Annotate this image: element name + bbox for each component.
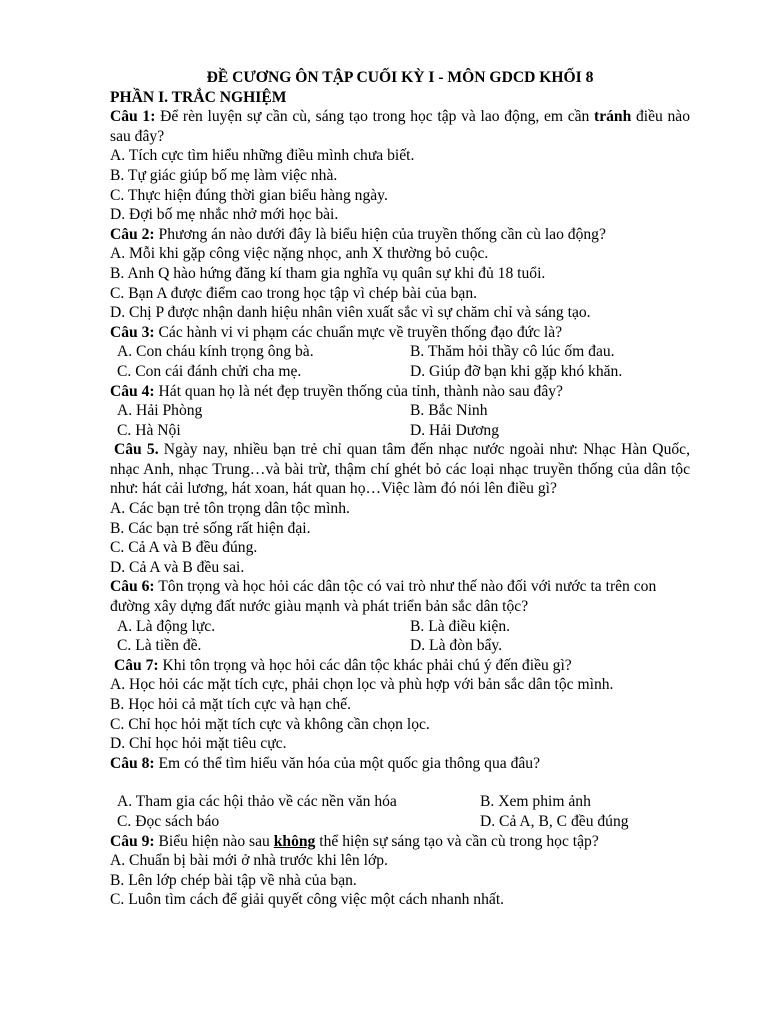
question-text: Biểu hiện nào sau	[154, 832, 274, 850]
option: D. Đợi bố mẹ nhắc nhở mới học bài.	[110, 206, 339, 224]
question-6	[110, 577, 690, 616]
question-2	[110, 225, 690, 245]
option: D. Chỉ học hỏi mặt tiêu cực.	[110, 735, 287, 753]
option: A. Con cháu kính trọng ông bà.	[117, 343, 314, 361]
emphasis-word: không	[273, 832, 316, 850]
document-title: ĐỀ CƯƠNG ÔN TẬP CUỐI KỲ I - MÔN GDCD KHỐI 8	[206, 69, 594, 86]
emphasis-word: tránh	[594, 108, 632, 126]
question-label: Câu 4:	[110, 382, 155, 400]
document-page	[110, 68, 690, 910]
section-heading: PHẦN I. TRẮC NGHIỆM	[110, 88, 287, 106]
option: B. Bắc Ninh	[410, 402, 488, 420]
option: C. Bạn A được điểm cao trong học tập vì chép bài của bạn.	[110, 284, 478, 302]
option: D. Cả A, B, C đều đúng	[480, 812, 629, 830]
question-label: Câu 3:	[110, 323, 155, 341]
question-3	[110, 323, 690, 343]
option: D. Giúp đỡ bạn khi gặp khó khăn.	[410, 362, 623, 380]
option: B. Tự giác giúp bố mẹ làm việc nhà.	[110, 166, 338, 184]
option: A. Là động lực.	[117, 617, 216, 635]
question-text: điều nào sau đây?	[110, 108, 690, 145]
option: C. Hà Nội	[117, 421, 181, 439]
option: A. Mỗi khi gặp công việc nặng nhọc, anh X thường bỏ cuộc.	[110, 245, 489, 263]
question-1	[110, 107, 690, 146]
question-4	[110, 382, 690, 402]
question-label: Câu 1:	[110, 108, 156, 126]
option: A. Các bạn trẻ tôn trọng dân tộc mình.	[110, 500, 350, 518]
option-row	[110, 812, 690, 832]
option: D. Chị P được nhận danh hiệu nhân viên xuất sắc vì sự chăm chỉ và sáng tạo.	[110, 304, 591, 322]
option: B. Lên lớp chép bài tập về nhà của bạn.	[110, 871, 357, 889]
option-row	[110, 617, 690, 637]
option: D. Là đòn bẩy.	[410, 637, 503, 655]
option-row	[110, 401, 690, 421]
option: B. Xem phim ảnh	[480, 793, 591, 811]
option: B. Học hỏi cả mặt tích cực và hạn chế.	[110, 696, 351, 713]
option-row	[110, 342, 690, 362]
question-text: thể hiện sự sáng tạo và cần cù trong học tập?	[315, 832, 599, 850]
option-row	[110, 792, 690, 812]
question-8	[110, 754, 690, 774]
option: C. Đọc sách báo	[117, 812, 220, 830]
question-text: Hát quan họ là nét đẹp truyền thống của tỉnh, thành nào sau đây?	[154, 382, 563, 400]
question-text: Khi tôn trọng và học hỏi các dân tộc khác phải chú ý đến điều gì?	[158, 656, 572, 674]
option: B. Các bạn trẻ sống rất hiện đại.	[110, 519, 311, 537]
option: A. Chuẩn bị bài mới ở nhà trước khi lên lớp.	[110, 852, 388, 870]
option-row	[110, 636, 690, 656]
option: C. Thực hiện đúng thời gian biểu hàng ngày.	[110, 186, 388, 204]
question-text: Phương án nào dưới đây là biểu hiện của truyền thống cần cù lao động?	[154, 225, 606, 243]
question-label: Câu 7:	[114, 656, 159, 674]
option-row	[110, 421, 690, 441]
question-5	[110, 440, 690, 499]
option: A. Tham gia các hội thảo về các nền văn hóa	[117, 793, 397, 811]
question-text: Để rèn luyện sự cần cù, sáng tạo trong học tập và lao động, em cần	[155, 108, 595, 126]
question-label: Câu 6:	[110, 578, 155, 596]
question-label: Câu 2:	[110, 225, 155, 243]
option: A. Hải Phòng	[117, 402, 203, 420]
option-row	[110, 362, 690, 382]
question-label: Câu 9:	[110, 832, 155, 850]
question-text: Ngày nay, nhiều bạn trẻ chỉ quan tâm đến nhạc nước ngoài như: Nhạc Hàn Quốc, nhạc Anh, nhạc Trung…và bài trừ, thậm chí ghét bỏ các loại nhạc truyền thống của dân tộc như: hát cải lương, hát xoan, hát quan họ…Việc làm đó nói lên điều gì?	[110, 441, 690, 498]
question-text: Tôn trọng và học hỏi các dân tộc có vai trò như thế nào đối với nước ta trên con đường xây dựng đất nước giàu mạnh và phát triển bản sắc dân tộc?	[110, 578, 657, 616]
option: B. Là điều kiện.	[410, 617, 511, 635]
option: C. Là tiền đề.	[117, 637, 202, 655]
question-text: Các hành vi vi phạm các chuẩn mực về truyền thống đạo đức là?	[154, 323, 563, 341]
option: C. Con cái đánh chửi cha mẹ.	[117, 362, 302, 380]
question-7	[110, 656, 690, 676]
option: C. Cả A và B đều đúng.	[110, 539, 258, 557]
option: A. Học hỏi các mặt tích cực, phải chọn lọc và phù hợp với bản sắc dân tộc mình.	[110, 676, 614, 694]
option: C. Chỉ học hỏi mặt tích cực và không cần chọn lọc.	[110, 715, 430, 733]
option: B. Thăm hỏi thầy cô lúc ốm đau.	[410, 343, 615, 361]
spacer	[110, 773, 690, 792]
option: A. Tích cực tìm hiểu những điều mình chưa biết.	[110, 147, 415, 165]
question-text: Em có thể tìm hiểu văn hóa của một quốc gia thông qua đâu?	[154, 754, 541, 772]
option: D. Hải Dương	[410, 421, 500, 439]
option: D. Cả A và B đều sai.	[110, 558, 245, 576]
question-9	[110, 832, 690, 852]
question-label: Câu 8:	[110, 754, 155, 772]
option: B. Anh Q hào hứng đăng kí tham gia nghĩa vụ quân sự khi đủ 18 tuổi.	[110, 264, 546, 282]
question-label: Câu 5.	[114, 441, 159, 459]
option: C. Luôn tìm cách để giải quyết công việc một cách nhanh nhất.	[110, 891, 505, 909]
